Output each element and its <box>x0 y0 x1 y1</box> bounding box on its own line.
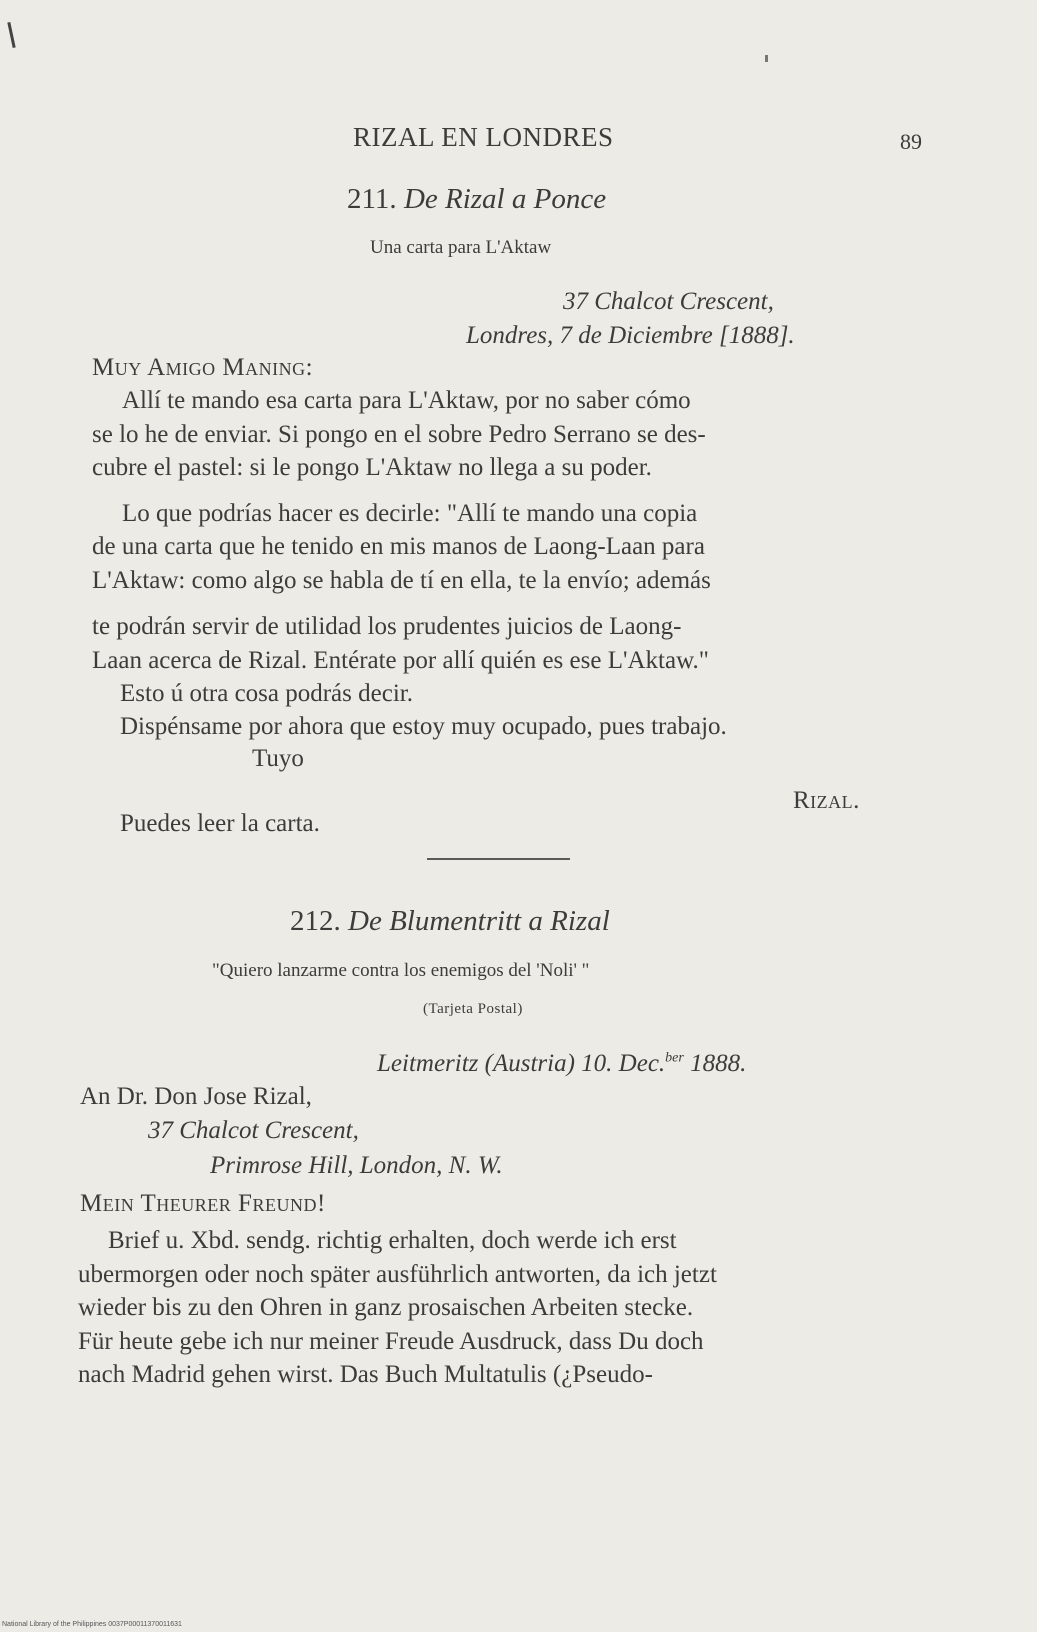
letter-212-place-date-sup: ber <box>665 1050 684 1066</box>
letter-212-salutation: Mein Theurer Freund! <box>80 1190 326 1217</box>
scan-footer-credit: National Library of the Philippines 0037P00011370011631 <box>2 1621 182 1628</box>
letter-212-recipient-line-3: Primrose Hill, London, N. W. <box>210 1152 503 1179</box>
letter-212-subtitle: "Quiero lanzarme contra los enemigos del 'Noli' " <box>212 960 590 981</box>
letter-211-signature: Rizal. <box>793 787 860 814</box>
letter-211-body-line: Dispénsame por ahora que estoy muy ocupado, pues trabajo. <box>120 713 727 740</box>
letter-211-body-line: se lo he de enviar. Si pongo en el sobre Pedro Serrano se des- <box>92 421 706 448</box>
running-head: RIZAL EN LONDRES <box>353 122 614 152</box>
letter-212-body-line: Brief u. Xbd. sendg. richtig erhalten, doch werde ich erst <box>108 1227 677 1254</box>
letter-211-postscript: Puedes leer la carta. <box>120 810 320 837</box>
letter-212-recipient-line-2: 37 Chalcot Crescent, <box>148 1117 359 1144</box>
page-number: 89 <box>900 129 922 154</box>
scan-mark <box>7 22 15 48</box>
letter-212-body-line: Für heute gebe ich nur meiner Freude Ausdruck, dass Du doch <box>78 1328 704 1355</box>
letter-211-address-line-1: 37 Chalcot Crescent, <box>563 288 774 315</box>
letter-211-body-line: Lo que podrías hacer es decirle: "Allí te mando una copia <box>122 500 698 527</box>
letter-211-address-line-2: Londres, 7 de Diciembre [1888]. <box>466 322 795 349</box>
letter-212-place-date-year: 1888. <box>690 1050 747 1077</box>
letter-212-body-line: wieder bis zu den Ohren in ganz prosaischen Arbeiten stecke. <box>78 1294 694 1321</box>
letter-212-body-line: nach Madrid gehen wirst. Das Buch Multatulis (¿Pseudo- <box>78 1361 653 1388</box>
letter-211-subtitle: Una carta para L'Aktaw <box>370 237 552 258</box>
scan-speck <box>765 55 768 62</box>
letter-212-heading <box>290 905 610 938</box>
letter-211-closing: Tuyo <box>252 745 304 772</box>
letter-212-body-line: ubermorgen oder noch später ausführlich antworten, da ich jetzt <box>78 1261 717 1288</box>
letter-212-place-date <box>377 1050 746 1078</box>
letter-211-body-line: cubre el pastel: si le pongo L'Aktaw no llega a su poder. <box>92 454 652 481</box>
letter-211-body-line: L'Aktaw: como algo se habla de tí en ella, te la envío; además <box>92 567 711 594</box>
letter-211-heading <box>347 183 606 216</box>
letter-212-number: 212. <box>290 905 341 937</box>
letter-211-body-line: te podrán servir de utilidad los prudentes juicios de Laong- <box>92 613 682 640</box>
letter-212-place-date-text: Leitmeritz (Austria) 10. Dec. <box>377 1050 666 1077</box>
letter-211-body-line: Laan acerca de Rizal. Entérate por allí quién es ese L'Aktaw." <box>92 647 709 674</box>
letter-212-note: (Tarjeta Postal) <box>423 1001 523 1017</box>
section-divider <box>427 858 570 860</box>
letter-211-body-line: Esto ú otra cosa podrás decir. <box>120 680 413 707</box>
letter-211-title: De Rizal a Ponce <box>403 183 607 215</box>
letter-211-body-line: de una carta que he tenido en mis manos de Laong-Laan para <box>92 533 705 560</box>
letter-211-number: 211. <box>347 183 397 215</box>
letter-211-salutation: Muy Amigo Maning: <box>92 354 314 381</box>
letter-211-body-line: Allí te mando esa carta para L'Aktaw, por no saber cómo <box>122 387 691 414</box>
letter-212-recipient-line-1: An Dr. Don Jose Rizal, <box>80 1083 312 1110</box>
letter-212-title: De Blumentritt a Rizal <box>348 905 610 937</box>
